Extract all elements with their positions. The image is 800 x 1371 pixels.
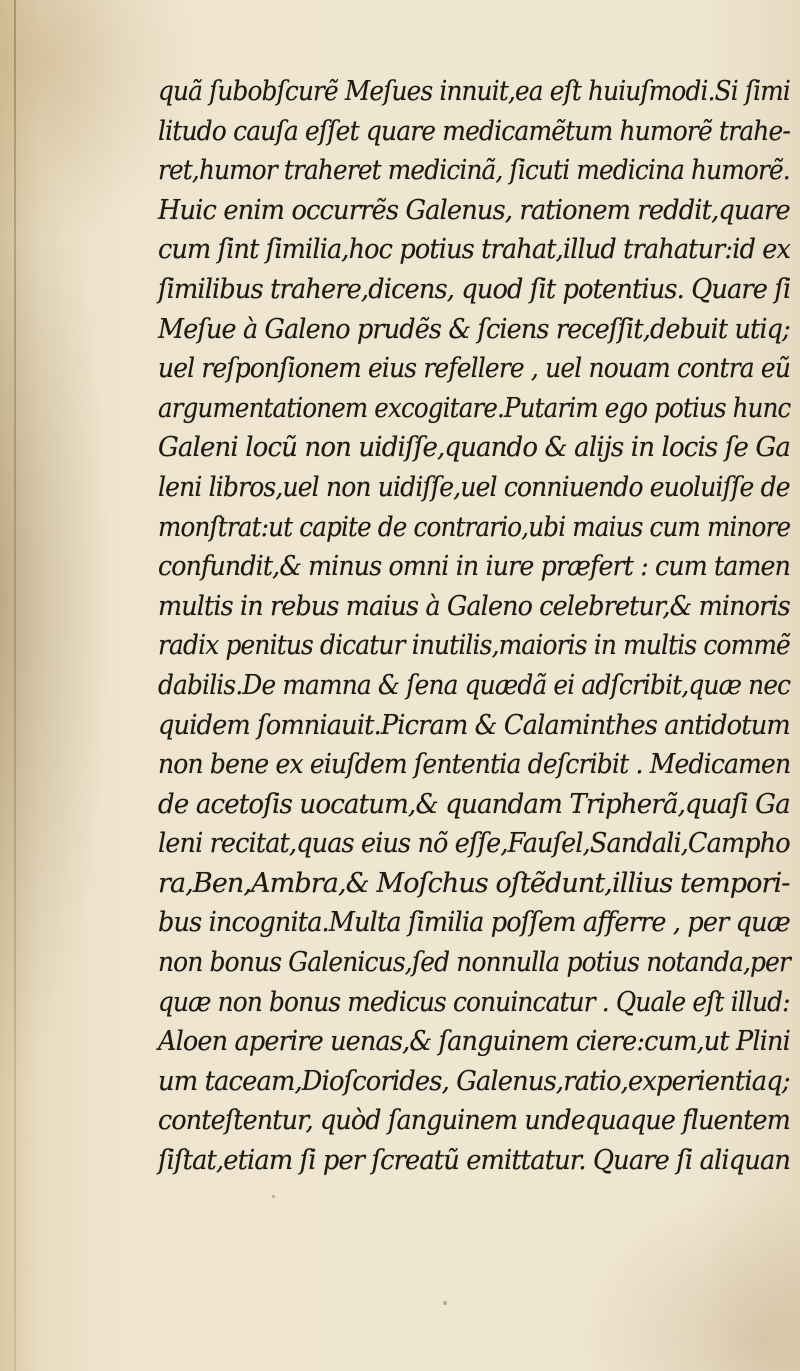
text-line: Aloen aperire uenas,& ſanguinem ciere:cum,ut Plini [158,1026,790,1058]
text-line: ret,humor traheret medicinã, ſicuti medicina humorẽ. [158,155,790,187]
text-line: conteſtentur, quòd ſanguinem undequaque fluentem [158,1105,790,1137]
text-line: leni libros,uel non uidiſſe,uel conniuendo euoluiſſe de [158,471,790,503]
text-line: de acetoſis uocatum,& quandam Tripherã,quaſi Ga [158,788,790,820]
text-line: litudo cauſa eſſet quare medicamẽtum humorẽ trahe- [158,115,790,147]
text-line: confundit,& minus omni in iure præfert : cum tamen [158,551,791,583]
paper-speck [443,1301,447,1305]
text-line: cum ſint ſimilia,hoc potius trahat,illud trahatur:id ex [158,234,791,266]
text-line: Meſue à Galeno prudẽs & ſciens receſſit,debuit utiq; [158,313,790,345]
text-line: argumentationem excogitare.Putarim ego potius hunc [158,392,791,424]
text-line: quidem ſomniauit.Picram & Calaminthes antidotum [158,709,790,741]
text-line: Huic enim occurrẽs Galenus, rationem reddit,quare [158,194,790,226]
text-line: non bonus Galenicus,ſed nonnulla potius notanda,per [158,947,791,979]
text-line: non bene ex eiuſdem ſententia deſcribit . Medicamen [158,749,791,781]
text-line: ra,Ben,Ambra,& Moſchus oſtẽdunt,illius tempori- [158,867,790,899]
text-line: ſimilibus trahere,dicens, quod ſit potentius. Quare ſi [158,273,791,305]
text-line: leni recitat,quas eius nõ eſſe,Fauſel,Sandali,Campho [158,828,790,860]
text-line: ſiſtat,etiam ſi per ſcreatũ emittatur. Quare ſi aliquan [158,1145,791,1177]
text-line: radix penitus dicatur inutilis,maioris in multis commẽ [158,630,790,662]
text-line: dabilis.De mamna & ſena quædã ei adſcribit,quæ nec [158,669,791,701]
page-text-block [158,72,790,1181]
text-line: quã ſubobſcurẽ Meſues innuit,ea eſt huiuſmodi.Si ſimi [158,76,790,107]
text-line: bus incognita.Multa ſimilia poſſem afferre , per quæ [158,907,790,939]
text-line: multis in rebus maius à Galeno celebretur,& minoris [158,590,790,622]
text-line: uel reſponſionem eius refellere , uel nouam contra eũ [158,353,791,385]
text-line: Galeni locũ non uidiſſe,quando & alijs in locis ſe Ga [158,432,790,464]
text-line: monſtrat:ut capite de contrario,ubi maius cum minore [158,511,791,543]
paper-speck [272,1195,275,1198]
text-line: quæ non bonus medicus conuincatur . Quale eſt illud: [158,986,790,1018]
text-line: um taceam,Dioſcorides, Galenus,ratio,experientiaq; [158,1065,790,1097]
binding-gutter [14,0,16,1371]
